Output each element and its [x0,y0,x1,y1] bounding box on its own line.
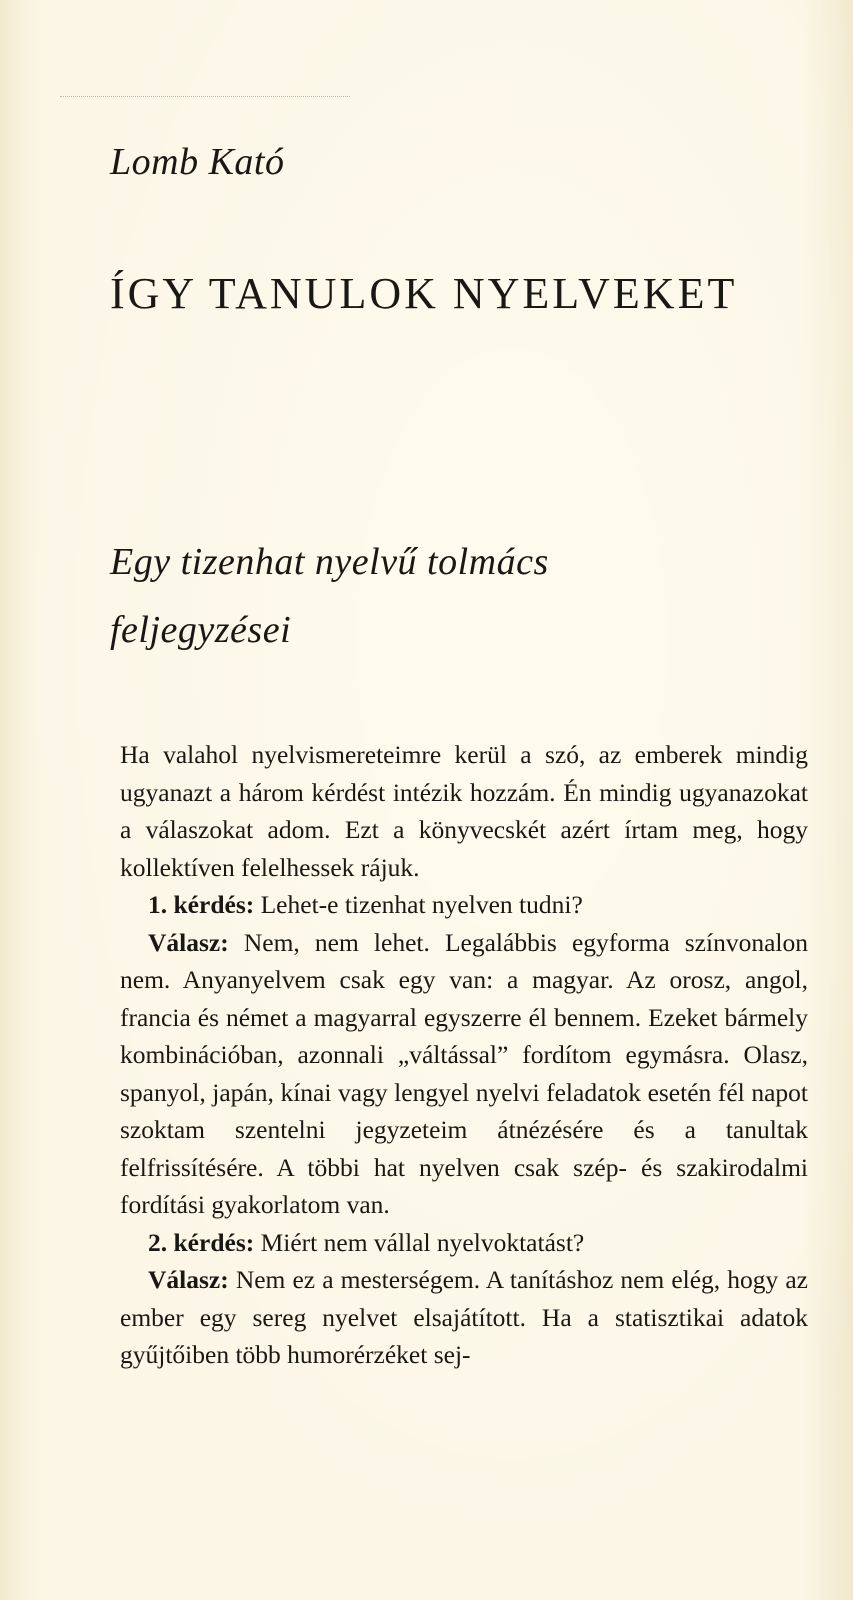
author-name: Lomb Kató [110,141,285,183]
body-text [120,736,808,1374]
subtitle-line-2: feljegyzései [110,609,292,651]
question-2-label: 2. kérdés: [148,1227,255,1257]
answer-2 [120,1261,808,1374]
question-1-text: Lehet-e tizenhat nyelven tudni? [254,890,583,919]
answer-1-text: Nem, nem lehet. Legalábbis egyforma színvonalon nem. Anyanyelvem csak egy van: a magyar. Az orosz, angol, francia és német a magyarral egyszerre él bennem. Ezeket bármely kombinációban, azonnali „váltással” fordítom egymásra. Olasz, spanyol, japán, kínai vagy lengyel nyelvi feladatok esetén fél napot szoktam szentelni jegyzeteim átnézésére és a tanultak felfrissítésére. A többi hat nyelven csak szép- és szakirodalmi fordítási gyakorlatom van. [120,927,808,1219]
answer-1-label: Válasz: [148,927,229,957]
book-title: ÍGY TANULOK NYELVEKET [110,269,738,318]
intro-paragraph: Ha valahol nyelvismereteimre kerül a szó, az emberek mindig ugyanazt a három kérdést intézik hozzám. Én mindig ugyanazokat a válaszokat adom. Ezt a könyvecskét azért írtam meg, hogy kollektíven felelhessek rájuk. [120,740,808,882]
answer-2-text: Nem ez a mesterségem. A tanításhoz nem elég, hogy az ember egy sereg nyelvet elsajátított. Ha a statisztikai adatok gyűjtőiben több humorérzéket sej- [120,1265,808,1369]
question-2 [120,1224,808,1262]
question-2-text: Miért nem vállal nyelvoktatást? [254,1227,585,1257]
question-1 [120,886,808,924]
question-1-label: 1. kérdés: [148,890,255,919]
scan-speckle-divider [60,96,350,99]
book-subtitle [110,528,549,664]
subtitle-line-1: Egy tizenhat nyelvű tolmács [110,541,549,583]
answer-2-label: Válasz: [148,1265,229,1294]
answer-1 [120,924,808,1224]
